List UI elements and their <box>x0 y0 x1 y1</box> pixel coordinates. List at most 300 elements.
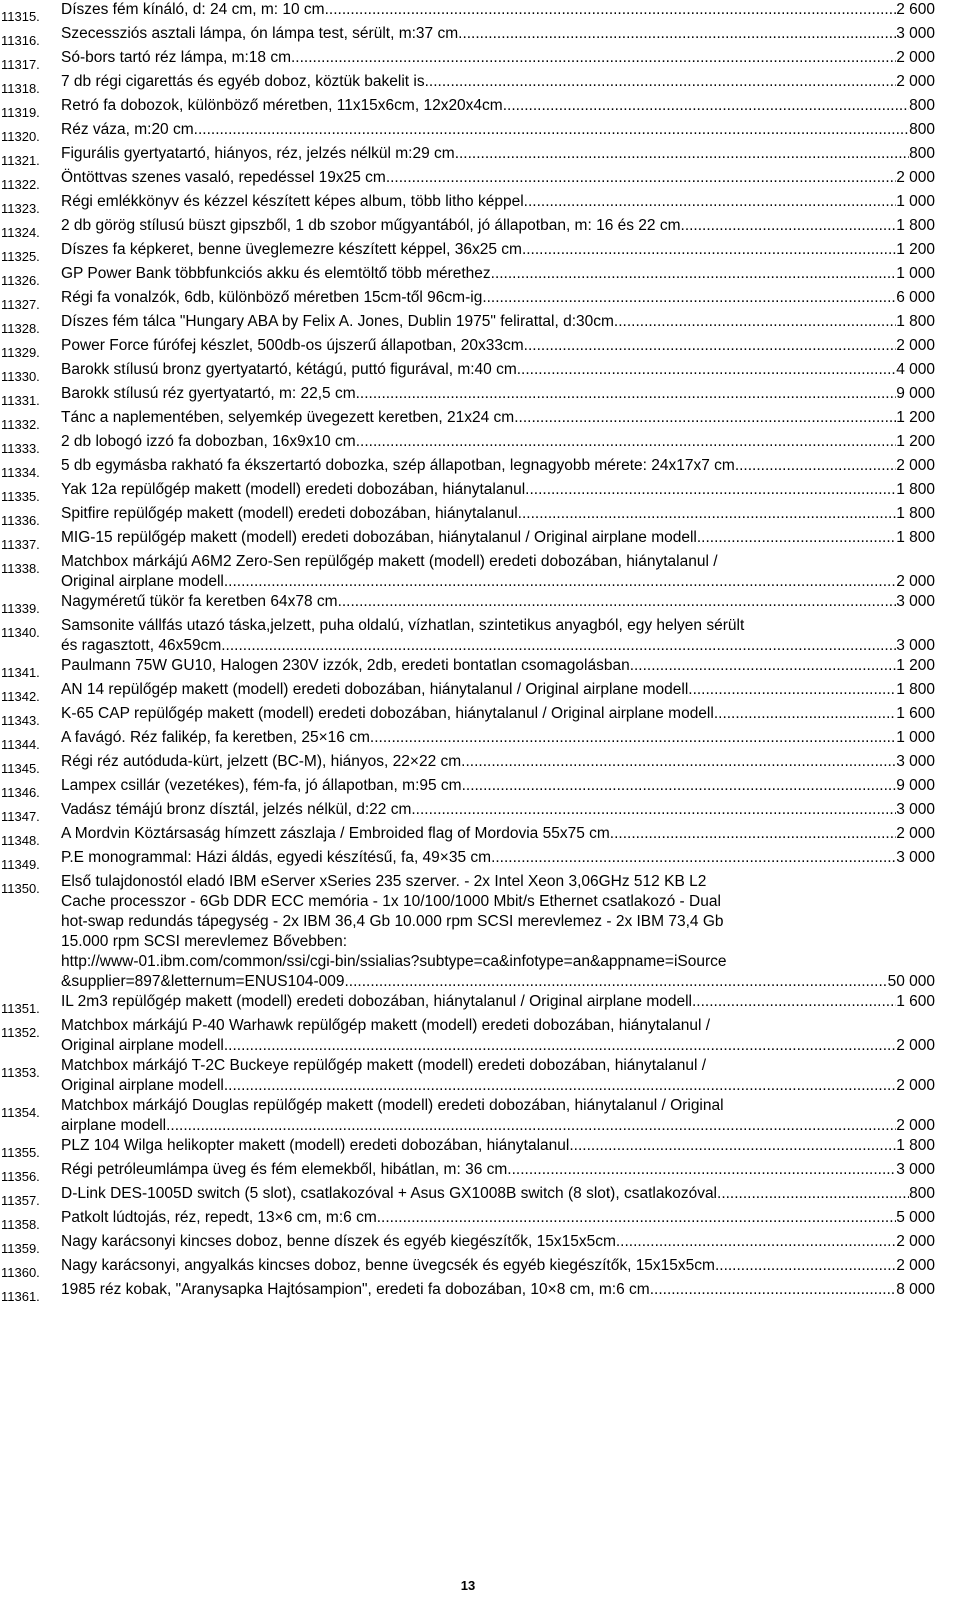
lot-description <box>61 0 935 20</box>
lot-description-line: Vadász témájú bronz dísztál, jelzés nélkül, d:22 cm <box>61 801 412 818</box>
dot-leader <box>650 1280 896 1300</box>
dot-leader <box>524 336 897 356</box>
dot-leader <box>386 168 896 188</box>
dot-leader <box>524 192 897 212</box>
lot-description <box>61 336 935 356</box>
lot-description-line: Spitfire repülőgép makett (modell) eredeti dobozában, hiánytalanul <box>61 505 518 522</box>
dot-leader <box>507 1160 896 1180</box>
lot-item <box>0 264 960 288</box>
lot-number: 11341. <box>1 665 40 680</box>
lot-price-row <box>61 144 935 164</box>
lot-description-line: Patkolt lúdtojás, réz, repedt, 13×6 cm, m:6 cm <box>61 1209 377 1226</box>
lot-description-line: GP Power Bank többfunkciós akku és elemtöltő több mérethez <box>61 265 491 282</box>
lot-number: 11335. <box>1 489 40 504</box>
lot-item <box>0 504 960 528</box>
lot-description-line: Paulmann 75W GU10, Halogen 230V izzók, 2db, eredeti bontatlan csomagolásban <box>61 657 630 674</box>
lot-description-line: Original airplane modell <box>61 573 224 590</box>
lot-description <box>61 776 935 796</box>
dot-leader <box>377 1208 896 1228</box>
lot-price: 2 000 <box>896 457 935 474</box>
lot-description <box>61 288 935 308</box>
lot-description-line: Matchbox márkájó T-2C Buckeye repülőgép makett (modell) eredeti dobozában, hiánytalanul / <box>61 1057 707 1074</box>
lot-number: 11332. <box>1 417 40 432</box>
dot-leader <box>291 48 896 68</box>
lot-price: 800 <box>909 97 935 114</box>
lot-description-line: Díszes fém tálca "Hungary ABA by Felix A. Jones, Dublin 1975" felirattal, d:30cm <box>61 313 614 330</box>
lot-description-line: Nagy karácsonyi kincses doboz, benne díszek és egyéb kiegészítők, 15x15x5cm <box>61 1233 616 1250</box>
dot-leader <box>224 1036 896 1056</box>
lot-description <box>61 1160 935 1180</box>
lot-number: 11349. <box>1 857 40 872</box>
lot-description <box>61 480 935 500</box>
lot-price: 2 000 <box>896 825 935 842</box>
lot-item <box>0 1184 960 1208</box>
lot-description-line: 15.000 rpm SCSI merevlemez Bővebben: <box>61 933 348 950</box>
lot-price-row <box>61 972 935 992</box>
dot-leader <box>425 72 897 92</box>
lot-description <box>61 552 935 592</box>
lot-number: 11316. <box>1 33 40 48</box>
dot-leader <box>221 636 896 656</box>
lot-item <box>0 704 960 728</box>
lot-description <box>61 168 935 188</box>
lot-item <box>0 992 960 1016</box>
lot-item <box>0 680 960 704</box>
dot-leader <box>344 972 887 992</box>
lot-price-row <box>61 1232 935 1252</box>
lot-price: 3 000 <box>896 637 935 654</box>
lot-number: 11333. <box>1 441 40 456</box>
lot-number: 11359. <box>1 1241 40 1256</box>
lot-price-row <box>61 1116 935 1136</box>
lot-description <box>61 728 935 748</box>
lot-price-row <box>61 1256 935 1276</box>
dot-leader <box>338 592 897 612</box>
lot-number: 11339. <box>1 601 40 616</box>
lot-price-row <box>61 264 935 284</box>
lot-number: 11324. <box>1 225 40 240</box>
lot-description-line: Matchbox márkájú P-40 Warhawk repülőgép makett (modell) eredeti dobozában, hiánytalanul / <box>61 1017 711 1034</box>
lot-price: 9 000 <box>896 777 935 794</box>
lot-price-row <box>61 592 935 612</box>
lot-number: 11351. <box>1 1001 40 1016</box>
lot-description-line: Régi réz autóduda-kürt, jelzett (BC-M), hiányos, 22×22 cm <box>61 753 462 770</box>
lot-item <box>0 1208 960 1232</box>
lot-price-row <box>61 992 935 1012</box>
dot-leader <box>491 848 896 868</box>
lot-description-line: Lampex csillár (vezetékes), fém-fa, jó állapotban, m:95 cm <box>61 777 462 794</box>
lot-item <box>0 752 960 776</box>
lot-price-row <box>61 1136 935 1156</box>
lot-number: 11354. <box>1 1105 40 1120</box>
dot-leader <box>503 96 909 116</box>
lot-description-line: 2 db görög stílusú büszt gipszből, 1 db szobor műgyantából, jó állapotban, m: 16 és 22 cm <box>61 217 681 234</box>
lot-description-line: K-65 CAP repülőgép makett (modell) eredeti dobozában, hiánytalanul / Original airplane modell <box>61 705 714 722</box>
lot-price: 1 800 <box>896 313 935 330</box>
lot-description <box>61 1016 935 1056</box>
lot-price: 800 <box>909 145 935 162</box>
lot-description <box>61 216 935 236</box>
lot-description <box>61 144 935 164</box>
lot-description <box>61 848 935 868</box>
lot-price: 2 000 <box>896 573 935 590</box>
lot-price-row <box>61 504 935 524</box>
lot-description <box>61 120 935 140</box>
lot-price-row <box>61 48 935 68</box>
lot-description <box>61 504 935 524</box>
lot-price: 1 200 <box>896 657 935 674</box>
lot-description <box>61 432 935 452</box>
lot-price: 5 000 <box>896 1209 935 1226</box>
lot-description-line: Régi fa vonalzók, 6db, különböző méretben 15cm-től 96cm-ig <box>61 289 483 306</box>
lot-number: 11343. <box>1 713 40 728</box>
lot-description-line: MIG-15 repülőgép makett (modell) eredeti dobozában, hiánytalanul / Original airplane modell <box>61 529 697 546</box>
dot-leader <box>482 288 896 308</box>
dot-leader <box>370 728 896 748</box>
lot-description-line: http://www-01.ibm.com/common/ssi/cgi-bin/ssialias?subtype=ca&infotype=an&appname=iSource <box>61 953 727 970</box>
lot-item <box>0 1136 960 1160</box>
lot-item <box>0 1280 960 1304</box>
lot-price-row <box>61 824 935 844</box>
lot-price-row <box>61 168 935 188</box>
dot-leader <box>735 456 896 476</box>
dot-leader <box>518 504 897 524</box>
lot-price-row <box>61 480 935 500</box>
lot-item <box>0 120 960 144</box>
lot-price-row <box>61 752 935 772</box>
lot-number: 11325. <box>1 249 40 264</box>
lot-item <box>0 776 960 800</box>
lot-price: 2 000 <box>896 337 935 354</box>
lot-item <box>0 1056 960 1096</box>
lot-item <box>0 240 960 264</box>
lot-number: 11360. <box>1 1265 40 1280</box>
lot-number: 11321. <box>1 153 40 168</box>
lot-description <box>61 192 935 212</box>
lot-price-row <box>61 776 935 796</box>
lot-description-line: Só-bors tartó réz lámpa, m:18 cm <box>61 49 291 66</box>
lot-description-line: Díszes fa képkeret, benne üveglemezre készített képpel, 36x25 cm <box>61 241 522 258</box>
dot-leader <box>614 312 896 332</box>
lot-item <box>0 616 960 656</box>
lot-number: 11334. <box>1 465 40 480</box>
dot-leader <box>224 1076 896 1096</box>
lot-item <box>0 384 960 408</box>
lot-number: 11348. <box>1 833 40 848</box>
lot-description-line: Yak 12a repülőgép makett (modell) eredeti dobozában, hiánytalanul <box>61 481 526 498</box>
lot-price: 1 800 <box>896 505 935 522</box>
lot-number: 11326. <box>1 273 40 288</box>
lot-description-line: 7 db régi cigarettás és egyéb doboz, köztük bakelit is <box>61 73 425 90</box>
lot-price-row <box>61 680 935 700</box>
dot-leader <box>697 528 896 548</box>
lot-description-line: Nagyméretű tükör fa keretben 64x78 cm <box>61 593 338 610</box>
lot-price: 3 000 <box>896 753 935 770</box>
lot-description-line: 5 db egymásba rakható fa ékszertartó dobozka, szép állapotban, legnagyobb mérete: 24x17x7 cm <box>61 457 735 474</box>
lot-price-row <box>61 800 935 820</box>
lot-description-line: Samsonite vállfás utazó táska,jelzett, puha oldalú, vízhatlan, szintetikus anyagból, egy helyen sérült <box>61 617 745 634</box>
lot-description <box>61 680 935 700</box>
lot-description-line: D-Link DES-1005D switch (5 slot), csatlakozóval + Asus GX1008B switch (8 slot), csatlakozóval <box>61 1185 718 1202</box>
lot-price: 1 800 <box>896 529 935 546</box>
dot-leader <box>569 1136 896 1156</box>
lot-description <box>61 592 935 612</box>
lot-item <box>0 432 960 456</box>
lot-item <box>0 456 960 480</box>
lot-description <box>61 704 935 724</box>
dot-leader <box>194 120 909 140</box>
lot-description-line: Díszes fém kínáló, d: 24 cm, m: 10 cm <box>61 1 325 18</box>
dot-leader <box>491 264 897 284</box>
lot-price-row <box>61 728 935 748</box>
lot-price-row <box>61 24 935 44</box>
lot-price-row <box>61 72 935 92</box>
lot-number: 11320. <box>1 129 40 144</box>
dot-leader <box>455 144 909 164</box>
lot-price-row <box>61 848 935 868</box>
lot-price-row <box>61 1076 935 1096</box>
lot-item <box>0 288 960 312</box>
lot-description-line: Régi petróleumlámpa üveg és fém elemekből, hibátlan, m: 36 cm <box>61 1161 508 1178</box>
lot-number: 11338. <box>1 561 40 576</box>
lot-description-line: Retró fa dobozok, különböző méretben, 11x15x6cm, 12x20x4cm <box>61 97 503 114</box>
lot-description <box>61 48 935 68</box>
lot-item <box>0 656 960 680</box>
lot-description <box>61 408 935 428</box>
lot-description-line: 1985 réz kobak, "Aranysapka Hajtósampion", eredeti fa dobozában, 10×8 cm, m:6 cm <box>61 1281 650 1298</box>
lot-price-row <box>61 432 935 452</box>
lot-price: 50 000 <box>887 973 935 990</box>
lot-description-line: AN 14 repülőgép makett (modell) eredeti dobozában, hiánytalanul / Original airplane modell <box>61 681 689 698</box>
lot-description <box>61 1256 935 1276</box>
lot-description-line: Original airplane modell <box>61 1037 224 1054</box>
lot-number: 11345. <box>1 761 40 776</box>
lot-description <box>61 656 935 676</box>
lot-description-line: Nagy karácsonyi, angyalkás kincses doboz, benne üvegcsék és egyéb kiegészítők, 15x15x5cm <box>61 1257 715 1274</box>
lot-number: 11322. <box>1 177 40 192</box>
lot-price: 2 600 <box>896 1 935 18</box>
lot-price-row <box>61 0 935 20</box>
lot-item <box>0 800 960 824</box>
lot-price-row <box>61 192 935 212</box>
lot-description-line: 2 db lobogó izzó fa dobozban, 16x9x10 cm <box>61 433 356 450</box>
lot-price: 2 000 <box>896 73 935 90</box>
lot-number: 11352. <box>1 1025 40 1040</box>
lot-description <box>61 312 935 332</box>
lot-number: 11319. <box>1 105 40 120</box>
dot-leader <box>525 480 896 500</box>
lot-description-line: Barokk stílusú bronz gyertyatartó, kétágú, puttó figurával, m:40 cm <box>61 361 517 378</box>
lot-price-row <box>61 1208 935 1228</box>
dot-leader <box>522 240 896 260</box>
lot-description <box>61 872 935 992</box>
lot-price-row <box>61 636 935 656</box>
lot-item <box>0 192 960 216</box>
lot-item <box>0 592 960 616</box>
lot-description-line: és ragasztott, 46x59cm <box>61 637 222 654</box>
lot-description <box>61 1056 935 1096</box>
lot-description <box>61 96 935 116</box>
dot-leader <box>461 752 896 772</box>
lot-description-line: A Mordvin Köztársaság hímzett zászlaja / Embroided flag of Mordovia 55x75 cm <box>61 825 610 842</box>
page-number: 13 <box>460 1578 476 1593</box>
lot-price-row <box>61 704 935 724</box>
lot-price: 1 800 <box>896 1137 935 1154</box>
lot-item <box>0 408 960 432</box>
lot-price: 3 000 <box>896 1161 935 1178</box>
lot-price: 2 000 <box>896 169 935 186</box>
lot-item <box>0 216 960 240</box>
lot-description <box>61 240 935 260</box>
lot-description <box>61 528 935 548</box>
lot-description <box>61 384 935 404</box>
lot-price: 8 000 <box>896 1281 935 1298</box>
lot-description-line: Figurális gyertyatartó, hiányos, réz, jelzés nélkül m:29 cm <box>61 145 455 162</box>
lot-description <box>61 264 935 284</box>
lot-price-row <box>61 384 935 404</box>
lot-price-row <box>61 312 935 332</box>
lot-price-row <box>61 1036 935 1056</box>
lot-description-line: P.E monogrammal: Házi áldás, egyedi készítésű, fa, 49×35 cm <box>61 849 492 866</box>
lot-description-line: &supplier=897&letternum=ENUS104-009 <box>61 973 345 990</box>
dot-leader <box>356 432 896 452</box>
lot-price: 2 000 <box>896 49 935 66</box>
lot-price: 1 200 <box>896 409 935 426</box>
lot-description-line: Réz váza, m:20 cm <box>61 121 194 138</box>
lot-price: 3 000 <box>896 801 935 818</box>
lot-description <box>61 1184 935 1204</box>
lot-number: 11318. <box>1 81 40 96</box>
lot-description <box>61 1136 935 1156</box>
lot-price-row <box>61 528 935 548</box>
lot-description-line: Power Force fúrófej készlet, 500db-os újszerű állapotban, 20x33cm <box>61 337 524 354</box>
lot-description <box>61 1208 935 1228</box>
lot-price: 1 600 <box>896 705 935 722</box>
lot-number: 11336. <box>1 513 40 528</box>
lot-description-line: IL 2m3 repülőgép makett (modell) eredeti dobozában, hiánytalanul / Original airplane modell <box>61 993 692 1010</box>
lot-description <box>61 616 935 656</box>
lot-price: 800 <box>909 1185 935 1202</box>
lot-description <box>61 24 935 44</box>
lot-price-row <box>61 120 935 140</box>
lot-price: 1 800 <box>896 217 935 234</box>
dot-leader <box>717 1184 909 1204</box>
lot-number: 11346. <box>1 785 40 800</box>
lot-price: 2 000 <box>896 1257 935 1274</box>
dot-leader <box>610 824 896 844</box>
lot-description-line: Barokk stílusú réz gyertyatartó, m: 22,5 cm <box>61 385 356 402</box>
lot-price: 2 000 <box>896 1233 935 1250</box>
lot-number: 11355. <box>1 1145 40 1160</box>
dot-leader <box>616 1232 896 1252</box>
lot-price-row <box>61 1184 935 1204</box>
lot-price-row <box>61 360 935 380</box>
dot-leader <box>517 360 896 380</box>
lot-item <box>0 1232 960 1256</box>
dot-leader <box>462 776 897 796</box>
lot-price-row <box>61 240 935 260</box>
lot-price: 2 000 <box>896 1117 935 1134</box>
lot-item <box>0 1016 960 1056</box>
lot-number: 11357. <box>1 1193 40 1208</box>
lot-price: 6 000 <box>896 289 935 306</box>
lot-price: 1 800 <box>896 681 935 698</box>
lot-number: 11361. <box>1 1289 40 1304</box>
lot-item <box>0 360 960 384</box>
lot-price-row <box>61 456 935 476</box>
dot-leader <box>356 384 897 404</box>
lot-number: 11327. <box>1 297 40 312</box>
lot-description <box>61 800 935 820</box>
lot-item <box>0 1096 960 1136</box>
lot-price-row <box>61 288 935 308</box>
lot-description-line: Tánc a naplementében, selyemkép üvegezett keretben, 21x24 cm <box>61 409 515 426</box>
lot-description-line: airplane modell <box>61 1117 167 1134</box>
dot-leader <box>224 572 896 592</box>
lot-price-row <box>61 216 935 236</box>
dot-leader <box>458 24 896 44</box>
lot-price: 1 000 <box>896 265 935 282</box>
lot-price: 1 000 <box>896 729 935 746</box>
lot-price-row <box>61 656 935 676</box>
lot-number: 11330. <box>1 369 40 384</box>
lot-price-row <box>61 336 935 356</box>
lot-item <box>0 1160 960 1184</box>
dot-leader <box>325 0 897 20</box>
lot-price: 800 <box>909 121 935 138</box>
dot-leader <box>715 1256 896 1276</box>
lot-number: 11329. <box>1 345 40 360</box>
lot-price: 1 600 <box>896 993 935 1010</box>
lot-description-line: A favágó. Réz falikép, fa keretben, 25×16 cm <box>61 729 370 746</box>
lot-description <box>61 752 935 772</box>
lot-description-line: hot-swap redundás tápegység - 2x IBM 36,4 Gb 10.000 rpm SCSI merevlemez - 2x IBM 73,4 Gb <box>61 913 724 930</box>
lot-number: 11350. <box>1 881 40 896</box>
lot-item <box>0 1256 960 1280</box>
lot-price-row <box>61 96 935 116</box>
lot-description <box>61 72 935 92</box>
lot-item <box>0 728 960 752</box>
lot-number: 11328. <box>1 321 40 336</box>
dot-leader <box>630 656 897 676</box>
lot-item <box>0 48 960 72</box>
lot-item <box>0 24 960 48</box>
dot-leader <box>411 800 896 820</box>
lot-number: 11347. <box>1 809 40 824</box>
lot-number: 11344. <box>1 737 40 752</box>
lot-price: 3 000 <box>896 25 935 42</box>
lot-number: 11358. <box>1 1217 40 1232</box>
lot-item <box>0 168 960 192</box>
lot-price: 4 000 <box>896 361 935 378</box>
lot-item <box>0 552 960 592</box>
lot-description-line: Első tulajdonostól eladó IBM eServer xSeries 235 szerver. - 2x Intel Xeon 3,06GHz 512 KB L2 <box>61 873 707 890</box>
lot-description-line: Régi emlékkönyv és kézzel készített képes album, több litho képpel <box>61 193 524 210</box>
dot-leader <box>688 680 896 700</box>
lot-price: 3 000 <box>896 593 935 610</box>
lot-number: 11315. <box>1 9 40 24</box>
lot-price: 2 000 <box>896 1037 935 1054</box>
lot-price: 9 000 <box>896 385 935 402</box>
lot-description-line: PLZ 104 Wilga helikopter makett (modell) eredeti dobozában, hiánytalanul <box>61 1137 570 1154</box>
lot-item <box>0 824 960 848</box>
lot-price: 3 000 <box>896 849 935 866</box>
lot-item <box>0 480 960 504</box>
lot-price: 1 800 <box>896 481 935 498</box>
lot-description <box>61 824 935 844</box>
lot-item <box>0 336 960 360</box>
lot-description-line: Matchbox márkájú A6M2 Zero-Sen repülőgép makett (modell) eredeti dobozában, hiánytalanul / <box>61 553 718 570</box>
